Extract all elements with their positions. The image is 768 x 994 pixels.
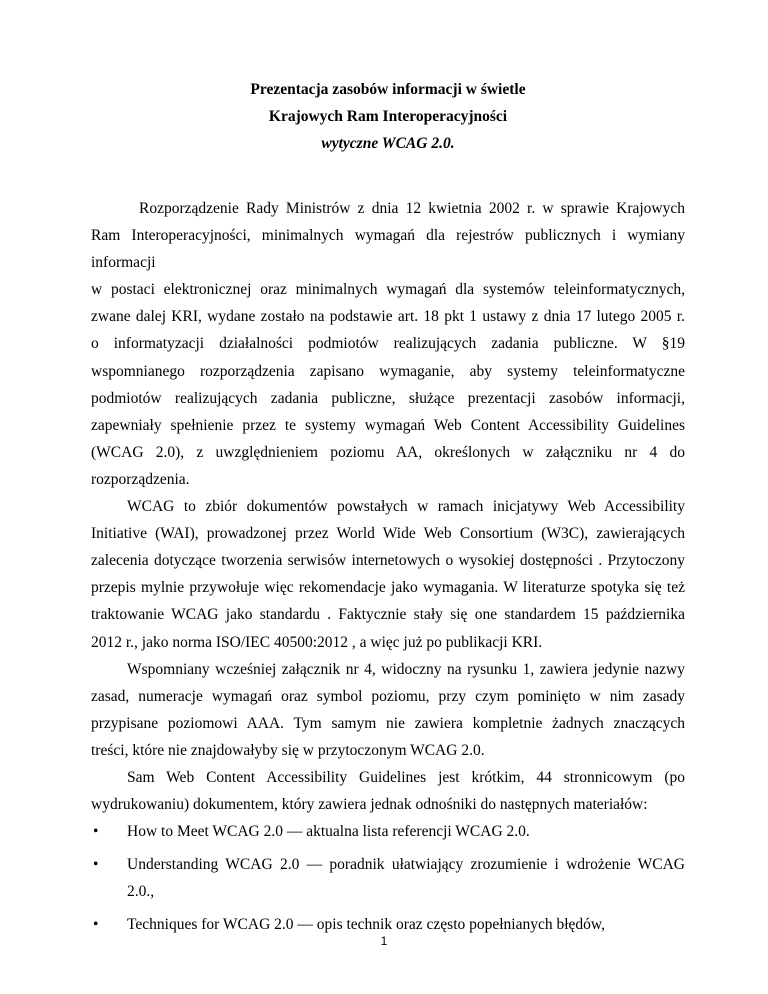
document-title	[91, 76, 685, 157]
paragraph-line: 2012 r., jako norma ISO/IEC 40500:2012 , a więc już po publikacji KRI.	[91, 633, 543, 651]
page-number: 1	[380, 934, 388, 948]
paragraph-line: Sam Web Content Accessibility Guidelines jest krótkim, 44 stronnicowym (po	[127, 768, 685, 786]
bullet-list	[91, 818, 685, 938]
paragraph-line: przypisane poziomowi AAA. Tym samym nie zawiera kompletnie żadnych znaczących	[91, 714, 685, 732]
paragraph-line: (WCAG 2.0), z uwzględnieniem poziomu AA, określonych w załączniku nr 4 do	[91, 443, 685, 461]
paragraph-line: zalecenia dotyczące tworzenia serwisów internetowych o wysokiej dostępności . Przytoczony	[91, 552, 685, 570]
title-line-3: wytyczne WCAG 2.0.	[321, 135, 455, 152]
paragraph-line: zwane dalej KRI, wydane zostało na podstawie art. 18 pkt 1 ustawy z dnia 17 lutego 2005 r.	[91, 308, 685, 326]
bullet-icon: •	[93, 856, 99, 874]
paragraph-line: zasad, numeracje wymagań oraz symbol poziomu, przy czym pominięto w nim zasady	[91, 687, 685, 705]
paragraph-line: wydrukowaniu) dokumentem, który zawiera jednak odnośniki do następnych materiałów:	[91, 796, 648, 814]
paragraph-line: w postaci elektronicznej oraz minimalnych wymagań dla systemów teleinformatycznych,	[91, 281, 685, 299]
paragraph-2	[91, 493, 685, 656]
bullet-icon: •	[93, 916, 99, 934]
list-item-text: 2.0.,	[127, 883, 155, 901]
paragraph-1	[91, 195, 685, 493]
paragraph-line: WCAG to zbiór dokumentów powstałych w ramach inicjatywy Web Accessibility	[127, 498, 685, 516]
paragraph-line: treści, które nie znajdowałyby się w przytoczonym WCAG 2.0.	[91, 741, 485, 759]
paragraph-line: informacji	[91, 254, 156, 272]
paragraph-line: przepis mylnie przywołuje więc rekomendacje jako wymagania. W literaturze spotyka się też	[91, 579, 685, 597]
title-line-1: Prezentacja zasobów informacji w świetle	[250, 81, 526, 98]
title-spacer	[91, 157, 685, 195]
list-item	[91, 851, 685, 905]
paragraph-line: rozporządzenia.	[91, 470, 190, 488]
list-item-text: Techniques for WCAG 2.0 — opis technik oraz często popełnianych błędów,	[127, 916, 605, 934]
title-line-2: Krajowych Ram Interoperacyjności	[268, 108, 508, 125]
paragraph-line: Rozporządzenie Rady Ministrów z dnia 12 kwietnia 2002 r. w sprawie Krajowych	[139, 200, 685, 217]
paragraph-line: wspomnianego rozporządzenia zapisano wymaganie, aby systemy teleinformatyczne	[91, 362, 685, 380]
list-item-text: Understanding WCAG 2.0 — poradnik ułatwiający zrozumienie i wdrożenie WCAG	[127, 856, 685, 874]
paragraph-3	[91, 656, 685, 764]
paragraph-line: Initiative (WAI), prowadzonej przez World Wide Web Consortium (W3C), zawierających	[91, 525, 685, 543]
paragraph-line: o informatyzacji działalności podmiotów realizujących zadania publiczne. W §19	[91, 335, 685, 353]
paragraph-line: Wspomniany wcześniej załącznik nr 4, widoczny na rysunku 1, zawiera jedynie nazwy	[127, 660, 685, 678]
bullet-icon: •	[93, 823, 99, 841]
list-item-text: How to Meet WCAG 2.0 — aktualna lista referencji WCAG 2.0.	[127, 823, 530, 841]
paragraph-line: traktowanie WCAG jako standardu . Faktycznie stały się one standardem 15 października	[91, 606, 685, 624]
paragraph-line: zapewniały spełnienie przez te systemy wymagań Web Content Accessibility Guidelines	[91, 416, 685, 434]
paragraph-4	[91, 764, 685, 818]
paragraph-line: Ram Interoperacyjności, minimalnych wymagań dla rejestrów publicznych i wymiany	[91, 227, 685, 245]
document-page	[91, 76, 685, 939]
paragraph-line: podmiotów realizujących zadania publiczne, służące prezentacji zasobów informacji,	[91, 389, 685, 407]
list-item	[91, 818, 685, 845]
